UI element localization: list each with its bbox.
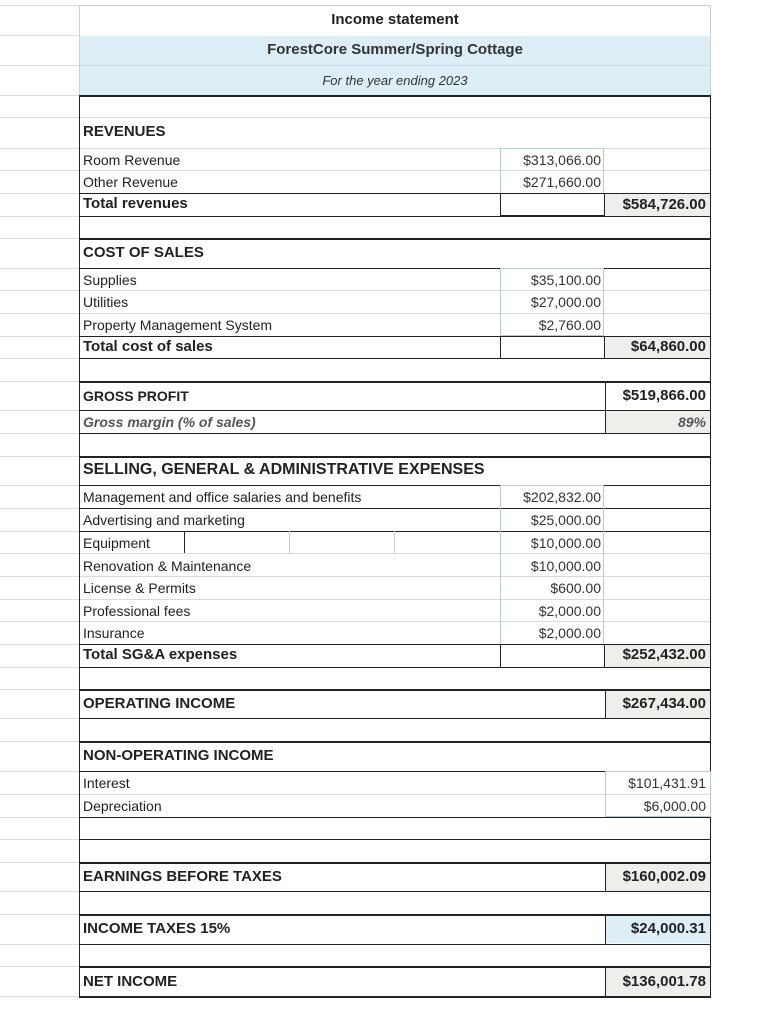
- equipment-cell-border: [184, 531, 185, 553]
- sga-values-box: [500, 485, 604, 645]
- sga-value: $2,000.00: [538, 625, 601, 641]
- sga-value: $600.00: [550, 580, 601, 596]
- table-top-border: [79, 95, 711, 97]
- total-cost-value: $64,860.00: [630, 338, 706, 355]
- equipment-cell-border: [289, 531, 290, 553]
- sga-heading: SELLING, GENERAL & ADMINISTRATIVE EXPENSES: [83, 461, 485, 478]
- ebt-value: $160,002.09: [622, 868, 706, 885]
- divider: [79, 238, 711, 240]
- divider: [79, 456, 711, 458]
- statement-title: Income statement: [331, 11, 459, 28]
- divider: [79, 718, 711, 719]
- divider: [80, 576, 710, 577]
- revenues-heading: REVENUES: [83, 123, 166, 140]
- cost-value: $35,100.00: [530, 272, 601, 288]
- divider: [80, 621, 710, 622]
- divider: [80, 170, 710, 171]
- divider: [80, 148, 710, 149]
- cost-of-sales-heading: COST OF SALES: [83, 244, 204, 261]
- non-operating-value: $6,000.00: [643, 798, 706, 814]
- divider: [79, 268, 711, 269]
- divider: [79, 944, 711, 945]
- total-revenues-label: Total revenues: [83, 195, 188, 212]
- divider: [80, 313, 710, 314]
- gross-profit-value: $519,866.00: [622, 387, 706, 404]
- revenue-values-box: [500, 148, 604, 194]
- gross-margin-value: 89%: [677, 414, 706, 430]
- cost-values-box: [500, 268, 604, 336]
- total-cost-mid-cell: [500, 336, 605, 359]
- total-sga-label: Total SG&A expenses: [83, 646, 238, 663]
- operating-income-label: OPERATING INCOME: [83, 695, 236, 712]
- divider: [79, 741, 711, 743]
- divider: [80, 794, 710, 795]
- gross-profit-label: GROSS PROFIT: [83, 388, 189, 404]
- sga-label: Management and office salaries and benefits: [83, 489, 362, 505]
- divider: [79, 667, 711, 668]
- non-operating-label: Interest: [83, 775, 130, 791]
- sga-value: $2,000.00: [538, 603, 601, 619]
- divider: [80, 599, 710, 600]
- divider: [80, 553, 710, 554]
- divider: [79, 433, 711, 434]
- sga-label: Advertising and marketing: [83, 512, 245, 528]
- sga-label: Insurance: [83, 625, 145, 641]
- taxes-label: INCOME TAXES 15%: [83, 920, 231, 937]
- sga-value: $25,000.00: [530, 512, 601, 528]
- revenue-label: Room Revenue: [83, 152, 181, 168]
- divider: [80, 117, 710, 118]
- cost-label: Property Management System: [83, 317, 273, 333]
- divider: [79, 485, 711, 486]
- total-revenues-mid-cell: [500, 193, 605, 216]
- company-name: ForestCore Summer/Spring Cottage: [267, 41, 523, 58]
- net-income-label: NET INCOME: [83, 973, 178, 990]
- revenue-value: $271,660.00: [523, 174, 601, 190]
- revenue-value: $313,066.00: [523, 152, 601, 168]
- gross-margin-label: Gross margin (% of sales): [83, 414, 256, 430]
- sga-label: Renovation & Maintenance: [83, 558, 252, 574]
- sga-value: $202,832.00: [523, 489, 601, 505]
- non-operating-heading: NON-OPERATING INCOME: [83, 747, 274, 764]
- revenue-label: Other Revenue: [83, 174, 178, 190]
- sga-label: License & Permits: [83, 580, 196, 596]
- divider: [79, 381, 711, 383]
- divider: [79, 508, 711, 509]
- total-sga-value: $252,432.00: [622, 646, 706, 663]
- divider: [79, 216, 711, 217]
- non-operating-label: Depreciation: [83, 798, 162, 814]
- divider: [79, 531, 711, 532]
- divider: [79, 996, 711, 998]
- divider: [80, 290, 710, 291]
- cost-value: $27,000.00: [530, 294, 601, 310]
- cost-value: $2,760.00: [538, 317, 601, 333]
- operating-income-value: $267,434.00: [622, 695, 706, 712]
- cost-label: Supplies: [83, 272, 137, 288]
- non-operating-value: $101,431.91: [628, 775, 706, 791]
- ebt-label: EARNINGS BEFORE TAXES: [83, 868, 282, 885]
- total-revenues-value: $584,726.00: [622, 196, 706, 213]
- divider: [79, 891, 711, 892]
- divider: [79, 817, 711, 818]
- total-sga-mid-cell: [500, 644, 605, 668]
- total-cost-label: Total cost of sales: [83, 338, 213, 355]
- divider: [79, 839, 711, 840]
- sga-value: $10,000.00: [530, 535, 601, 551]
- net-income-value: $136,001.78: [622, 973, 706, 990]
- equipment-cell-border: [394, 531, 395, 553]
- sga-value: $10,000.00: [530, 558, 601, 574]
- divider: [79, 358, 711, 359]
- period-label: For the year ending 2023: [322, 73, 468, 88]
- sga-label: Equipment: [83, 535, 150, 551]
- taxes-value: $24,000.31: [630, 920, 706, 937]
- cost-label: Utilities: [83, 294, 129, 310]
- sga-label: Professional fees: [83, 603, 191, 619]
